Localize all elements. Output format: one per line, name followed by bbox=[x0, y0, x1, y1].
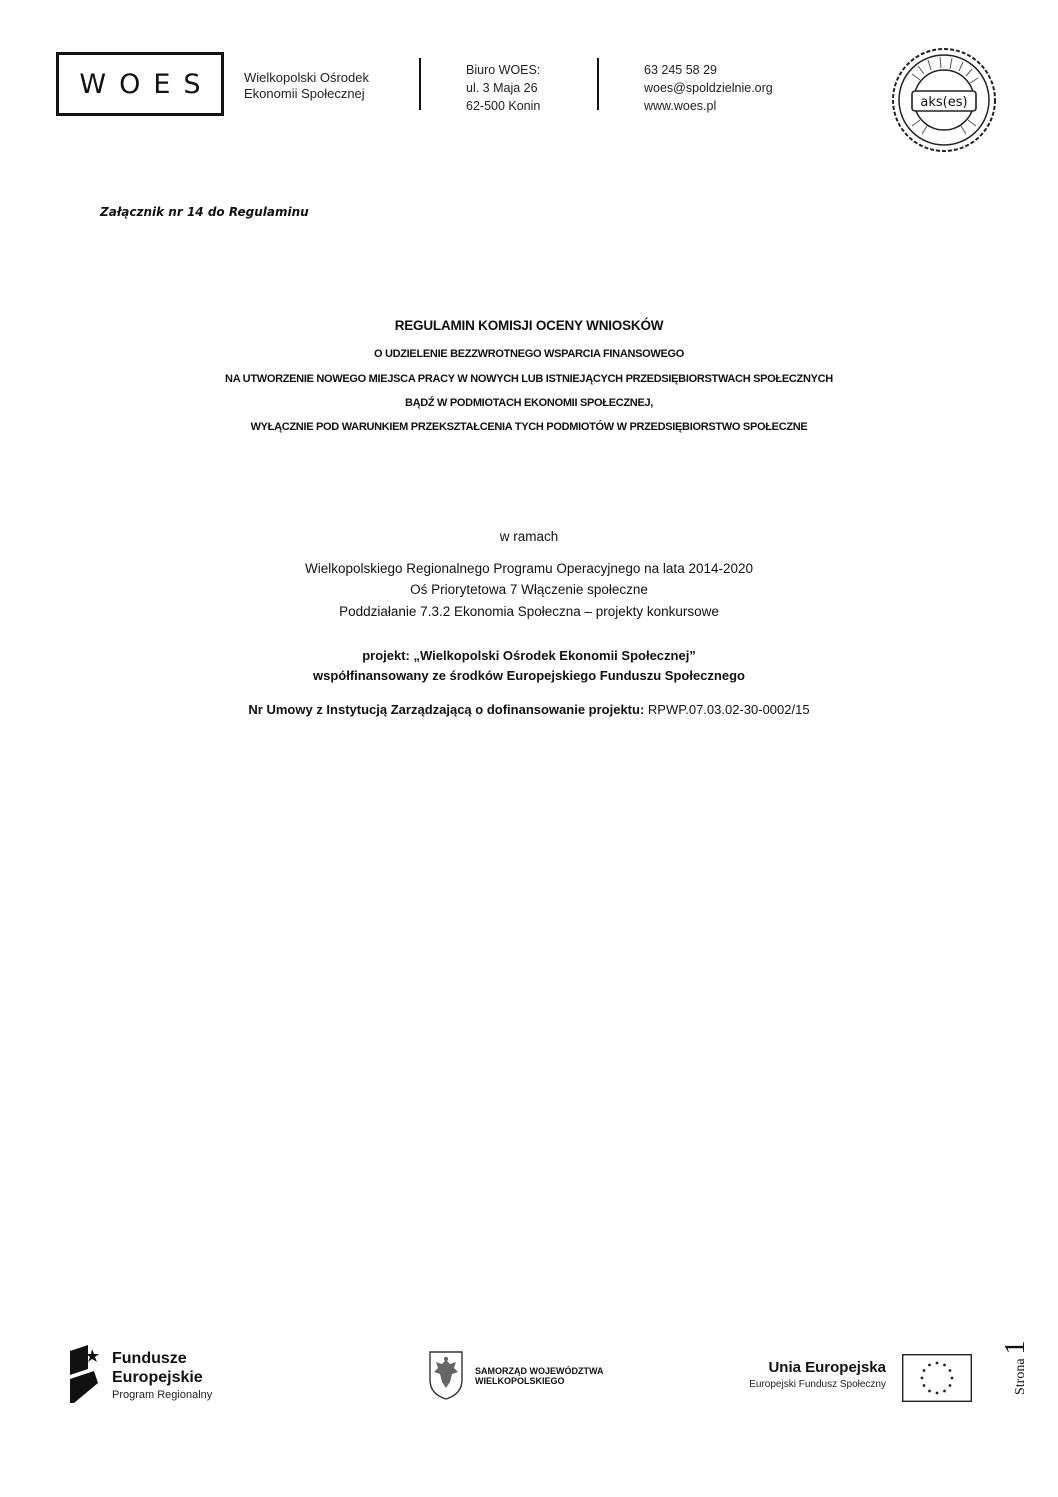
cofinance-note: współfinansowany ze środków Europejskiego Funduszu Społecznego bbox=[313, 668, 745, 683]
priority-axis: Oś Priorytetowa 7 Włączenie społeczne bbox=[410, 582, 648, 597]
akses-quality-badge-icon bbox=[888, 44, 1000, 156]
address-line-1: Biuro WOES: bbox=[466, 63, 541, 77]
attachment-label: Załącznik nr 14 do Regulaminu bbox=[100, 205, 309, 219]
contact-info bbox=[644, 61, 773, 115]
w-ramach-text: w ramach bbox=[499, 529, 559, 544]
project-name: projekt: „Wielkopolski Ośrodek Ekonomii Społecznej” bbox=[362, 648, 696, 663]
contract-label: Nr Umowy z Instytucją Zarządzającą o dofinansowanie projektu: bbox=[248, 702, 645, 717]
eu-star bbox=[923, 1384, 926, 1387]
org-name-line1: Wielkopolski Ośrodek bbox=[244, 70, 369, 85]
header-divider-1 bbox=[419, 58, 421, 110]
program-name: Wielkopolskiego Regionalnego Programu Operacyjnego na lata 2014-2020 bbox=[304, 561, 754, 576]
badge-center-text: aks(es) bbox=[920, 95, 968, 110]
document-title: REGULAMIN KOMISJI OCENY WNIOSKÓW bbox=[394, 318, 664, 333]
header-divider-2 bbox=[597, 58, 599, 110]
contact-website: www.woes.pl bbox=[644, 99, 717, 113]
woes-logo-text: WOES bbox=[79, 68, 214, 100]
woes-logo bbox=[56, 52, 224, 116]
fe-line-2: Europejskie bbox=[112, 1369, 203, 1386]
wielkopolska-eagle-crest-icon bbox=[428, 1350, 464, 1400]
samorzad-text bbox=[475, 1366, 604, 1386]
contact-phone: 63 245 58 29 bbox=[644, 63, 717, 77]
address-line-3: 62-500 Konin bbox=[466, 99, 541, 113]
unia-europejska-text bbox=[740, 1359, 886, 1392]
contract-line bbox=[0, 702, 1058, 717]
page-label: Strona bbox=[1013, 1358, 1028, 1395]
fe-line-1: Fundusze bbox=[112, 1350, 187, 1367]
fundusze-europejskie-text bbox=[112, 1349, 212, 1403]
fe-line-3: Program Regionalny bbox=[112, 1389, 213, 1401]
ue-line-1: Unia Europejska bbox=[768, 1359, 886, 1376]
page-number: 1 bbox=[1000, 1340, 1031, 1355]
address-line-2: ul. 3 Maja 26 bbox=[466, 81, 538, 95]
subtitle-line-1: O UDZIELENIE BEZZWROTNEGO WSPARCIA FINANSOWEGO bbox=[373, 348, 685, 360]
eu-star bbox=[936, 1392, 939, 1395]
subtitle-line-3: BĄDŹ W PODMIOTACH EKONOMII SPOŁECZNEJ, bbox=[404, 397, 654, 409]
subtitle-line-4: WYŁĄCZNIE POD WARUNKIEM PRZEKSZTAŁCENIA TYCH PODMIOTÓW W PRZEDSIĘBIORSTWO SPOŁECZNE bbox=[250, 421, 808, 433]
page-indicator bbox=[1000, 1340, 1032, 1395]
org-name bbox=[244, 70, 369, 102]
woj-line-2: WIELKOPOLSKIEGO bbox=[475, 1376, 565, 1386]
eu-star bbox=[949, 1369, 952, 1372]
eu-star bbox=[936, 1362, 939, 1365]
contract-number: RPWP.07.03.02-30-0002/15 bbox=[647, 702, 810, 717]
eu-star bbox=[921, 1377, 924, 1380]
eu-star bbox=[949, 1384, 952, 1387]
contact-email: woes@spoldzielnie.org bbox=[644, 81, 773, 95]
eu-flag-icon bbox=[902, 1354, 972, 1402]
fundusze-europejskie-logo-icon bbox=[68, 1345, 100, 1403]
office-address bbox=[466, 61, 540, 115]
woj-line-1: SAMORZĄD WOJEWÓDZTWA bbox=[475, 1366, 604, 1376]
eu-star bbox=[928, 1364, 931, 1367]
eu-star bbox=[928, 1390, 931, 1393]
org-name-line2: Ekonomii Społecznej bbox=[244, 86, 365, 101]
subtitle-line-2: NA UTWORZENIE NOWEGO MIEJSCA PRACY W NOWYCH LUB ISTNIEJĄCYCH PRZEDSIĘBIORSTWACH SPOŁECZNYCH bbox=[225, 373, 833, 385]
sub-measure: Poddziałanie 7.3.2 Ekonomia Społeczna – projekty konkursowe bbox=[339, 604, 719, 619]
eu-star bbox=[943, 1364, 946, 1367]
ue-line-2: Europejski Fundusz Społeczny bbox=[749, 1379, 886, 1390]
eu-star bbox=[951, 1377, 954, 1380]
eu-star bbox=[923, 1369, 926, 1372]
eu-star bbox=[943, 1390, 946, 1393]
